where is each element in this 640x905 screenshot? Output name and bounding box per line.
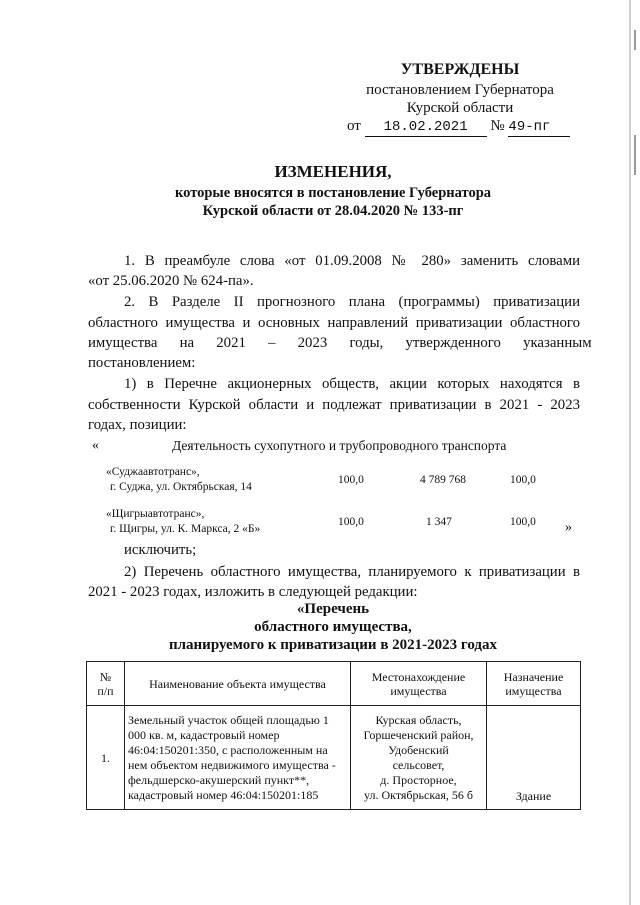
position-value-1: 100,0: [338, 516, 364, 528]
property-table: [86, 661, 581, 810]
scan-edge-artifact: [634, 135, 636, 175]
document-subtitle-2: Курской области от 28.04.2020 № 133-пг: [202, 203, 464, 219]
position-address: г. Щигры, ул. К. Маркса, 2 «Б»: [110, 523, 261, 535]
approval-from-label: от: [347, 118, 361, 134]
position-address: г. Суджа, ул. Октябрьская, 14: [110, 481, 252, 493]
exclude-text: исключить;: [124, 542, 197, 558]
paragraph-4-line-2: 2021 - 2023 годах, изложить в следующей редакции:: [88, 584, 418, 600]
position-value-3: 100,0: [510, 474, 536, 486]
position-name: «Суджаавтотранс»,: [106, 466, 200, 478]
list-heading-3: планируемого к приватизации в 2021-2023 годах: [168, 637, 498, 653]
approval-date-line: [347, 117, 570, 137]
row-purpose: Здание: [487, 706, 581, 810]
paragraph-2-line-1: 2. В Разделе II прогнозного плана (программы) приватизации: [124, 294, 580, 310]
scan-edge-artifact: [634, 30, 636, 50]
paragraph-1-line-1: 1. В преамбуле слова «от 01.09.2008 № 280» заменить словами: [124, 253, 580, 269]
position-name: «Щигрыавтотранс»,: [106, 508, 205, 520]
document-title: ИЗМЕНЕНИЯ,: [274, 162, 392, 181]
position-value-1: 100,0: [338, 474, 364, 486]
header-name: Наименование объекта имущества: [125, 662, 351, 706]
paragraph-3-line-3: годах, позиции:: [88, 417, 187, 433]
paragraph-1-line-2: «от 25.06.2020 № 624-па».: [88, 273, 254, 289]
paragraph-2-line-2: областного имущества и основных направлений приватизации областного: [88, 315, 580, 331]
scan-edge-artifact: [629, 0, 631, 905]
position-value-2: 1 347: [426, 516, 452, 528]
list-heading-1: «Перечень: [296, 601, 370, 617]
row-location: Курская область, Горшеченский район, Удобенский сельсовет, д. Просторное, ул. Октябрьская, 56 б: [351, 706, 487, 810]
approval-date-value: 18.02.2021: [383, 119, 468, 135]
approval-number-label: №: [490, 118, 505, 134]
approval-number: [508, 117, 570, 137]
header-purpose: Назначение имущества: [487, 662, 581, 706]
paragraph-4-line-1: 2) Перечень областного имущества, планируемого к приватизации в: [124, 564, 580, 580]
open-quote: «: [92, 438, 99, 453]
list-heading-2: областного имущества,: [254, 619, 412, 635]
paragraph-2-line-3: имущества на 2021 – 2023 годы, утвержденного указанным: [88, 335, 592, 351]
approval-line-1: постановлением Губернатора: [366, 82, 554, 98]
approval-date: [365, 117, 487, 137]
table-header-row: [87, 662, 581, 706]
position-row: [100, 465, 570, 497]
close-quote: »: [565, 520, 572, 535]
approval-line-2: Курской области: [406, 100, 514, 116]
row-number: 1.: [87, 706, 125, 810]
paragraph-3-line-2: собственности Курской области и подлежат приватизации в 2021 - 2023: [88, 397, 580, 413]
table-row: [87, 706, 581, 810]
approval-number-value: 49-пг: [508, 119, 551, 135]
position-row: [100, 507, 570, 539]
header-number: № п/п: [87, 662, 125, 706]
row-name: Земельный участок общей площадью 1 000 кв. м, кадастровый номер 46:04:150201:350, с расположенным на нем объектом недвижимого имущества - фельдшерско-акушерский пункт**, кадастровый номер 46:04:150201:185: [125, 706, 351, 810]
positions-section-title: Деятельность сухопутного и трубопроводного транспорта: [172, 438, 507, 453]
document-subtitle-1: которые вносятся в постановление Губернатора: [174, 185, 492, 201]
approval-title: УТВЕРЖДЕНЫ: [400, 61, 520, 78]
paragraph-2-line-4: постановлением:: [88, 355, 196, 371]
paragraph-3-line-1: 1) в Перечне акционерных обществ, акции которых находятся в: [124, 376, 580, 392]
position-value-2: 4 789 768: [420, 474, 466, 486]
position-value-3: 100,0: [510, 516, 536, 528]
header-location: Местонахождение имущества: [351, 662, 487, 706]
